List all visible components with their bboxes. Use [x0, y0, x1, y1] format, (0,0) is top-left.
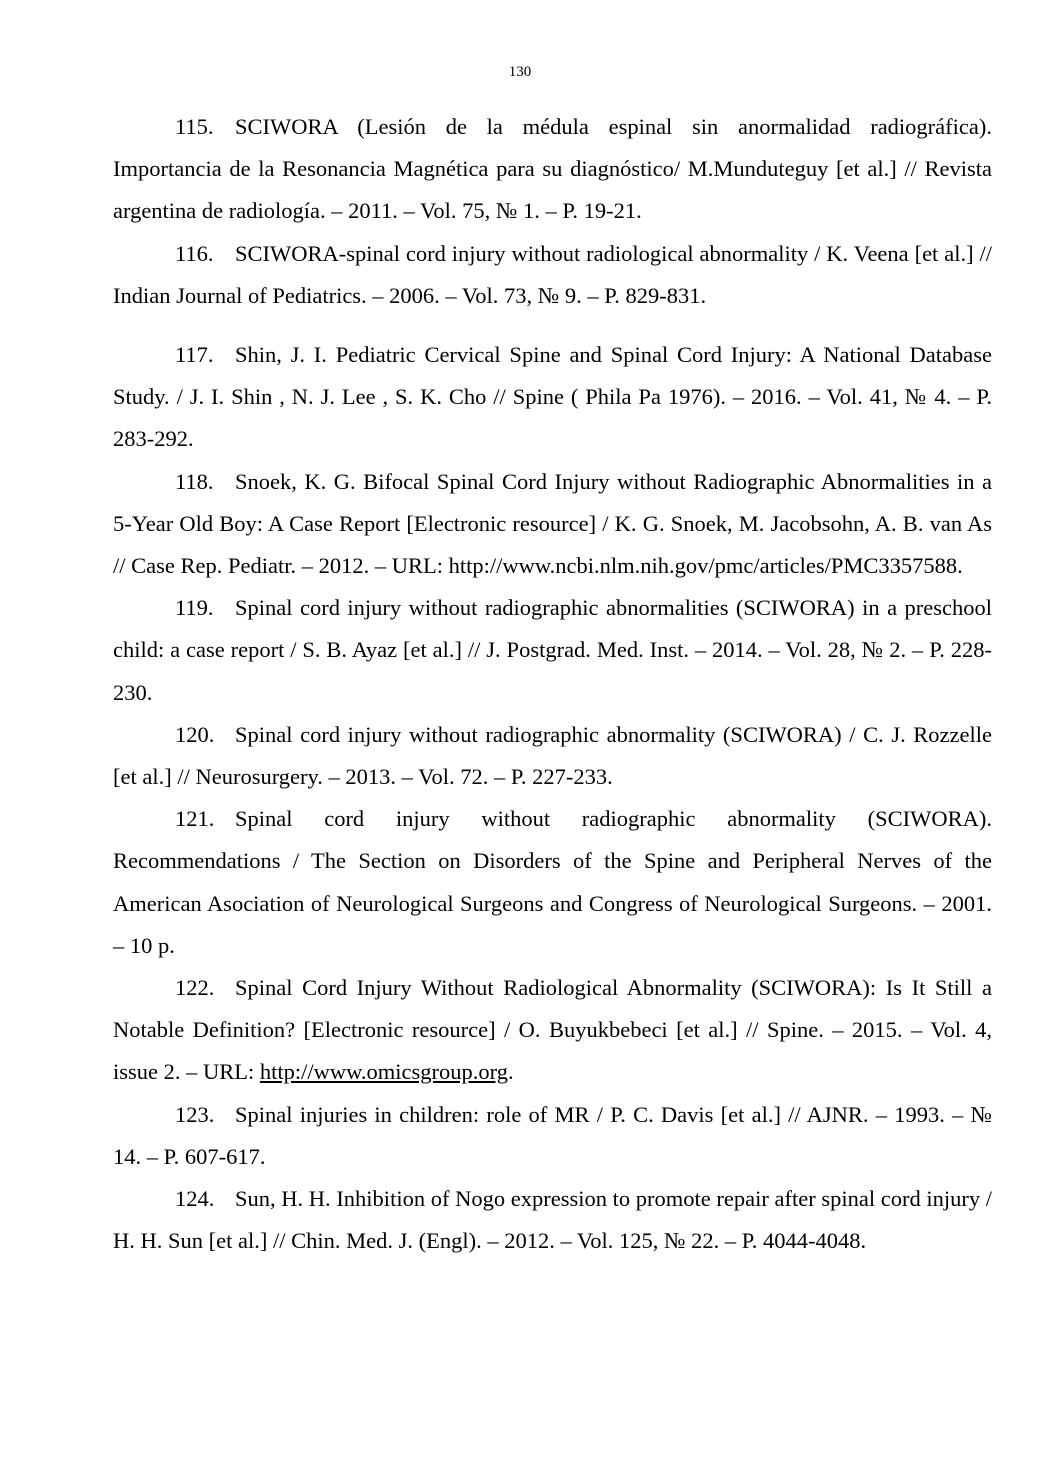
reference-number: 116. [175, 240, 214, 266]
reference-number: 118. [175, 468, 214, 494]
reference-item [113, 334, 992, 461]
reference-text: Spinal cord injury without radiographic abnormality (SCIWORA). Recommendations / The Section on Disorders of the Spine and Peripheral Nerves of the American Asociation of Neurological Surgeons and Congress of Neurological Surgeons. – 2001. – 10 p. [113, 806, 992, 958]
reference-item [113, 106, 992, 233]
reference-number: 124. [175, 1186, 215, 1212]
page-number: 130 [508, 64, 532, 80]
reference-text: Spinal injuries in children: role of MR / P. C. Davis [et al.] // AJNR. – 1993. – № 14. – P. 607-617. [113, 1101, 992, 1169]
reference-number: 122. [175, 975, 215, 1001]
reference-text: Sun, H. H. Inhibition of Nogo expression to promote repair after spinal cord injury / H. H. Sun [et al.] // Chin. Med. J. (Engl). – 2012. – Vol. 125, № 22. – P. 4044-4048. [113, 1186, 992, 1254]
reference-number: 119. [175, 595, 214, 621]
reference-item [113, 233, 992, 317]
reference-item [113, 461, 992, 588]
reference-text: Snoek, K. G. Bifocal Spinal Cord Injury without Radiographic Abnormalities in a 5-Year Old Boy: A Case Report [Electronic resource] / K. G. Snoek, M. Jacobsohn, A. B. van As // Case Rep. Pediatr. – 2012. – URL: http://www.ncbi.nlm.nih.gov/pmc/articles/PMC3357588. [113, 468, 992, 579]
reference-number: 121. [175, 806, 215, 832]
reference-text: Spinal cord injury without radiographic abnormalities (SCIWORA) in a preschool child: a case report / S. B. Ayaz [et al.] // J. Postgrad. Med. Inst. – 2014. – Vol. 28, № 2. – P. 228-230. [113, 595, 992, 705]
reference-number: 120. [175, 721, 215, 747]
reference-text: SCIWORA-spinal cord injury without radiological abnormality / K. Veena [et al.] // Indian Journal of Pediatrics. – 2006. – Vol. 73, № 9. – P. 829-831. [113, 240, 992, 308]
reference-item [113, 1094, 992, 1178]
reference-item [113, 967, 992, 1094]
reference-list [113, 106, 992, 1262]
reference-text: Spinal cord injury without radiographic abnormality (SCIWORA) / C. J. Rozzelle [et al.] // Neurosurgery. – 2013. – Vol. 72. – P. 227-233. [113, 721, 992, 790]
reference-text: Shin, J. I. Pediatric Cervical Spine and Spinal Cord Injury: A National Database Study. / J. I. Shin , N. J. Lee , S. K. Cho // Spine ( Phila Pa 1976). – 2016. – Vol. 41, № 4. – P. 283-292. [113, 342, 992, 452]
reference-item [113, 587, 992, 714]
reference-item [113, 1178, 992, 1262]
reference-number: 115. [175, 114, 214, 139]
reference-text: Spinal Cord Injury Without Radiological Abnormality (SCIWORA): Is It Still a Notable Definition? [Electronic resource] / O. Buyukbebeci [et al.] // Spine. – 2015. – Vol. 4, issue 2. – URL: [113, 975, 992, 1085]
reference-link[interactable]: http://www.omicsgroup.org [259, 1059, 509, 1085]
reference-text: SCIWORA (Lesión de la médula espinal sin anormalidad radiográfica). Importancia de la Resonancia Magnética para su diagnóstico/ M.Munduteguy [et al.] // Revista argentina de radiología. – 2011. – Vol. 75, № 1. – P. 19-21. [113, 114, 992, 224]
reference-item [113, 798, 992, 967]
reference-number: 117. [175, 342, 214, 368]
reference-text-end: . [508, 1059, 514, 1085]
reference-number: 123. [175, 1101, 215, 1127]
reference-item [113, 714, 992, 798]
